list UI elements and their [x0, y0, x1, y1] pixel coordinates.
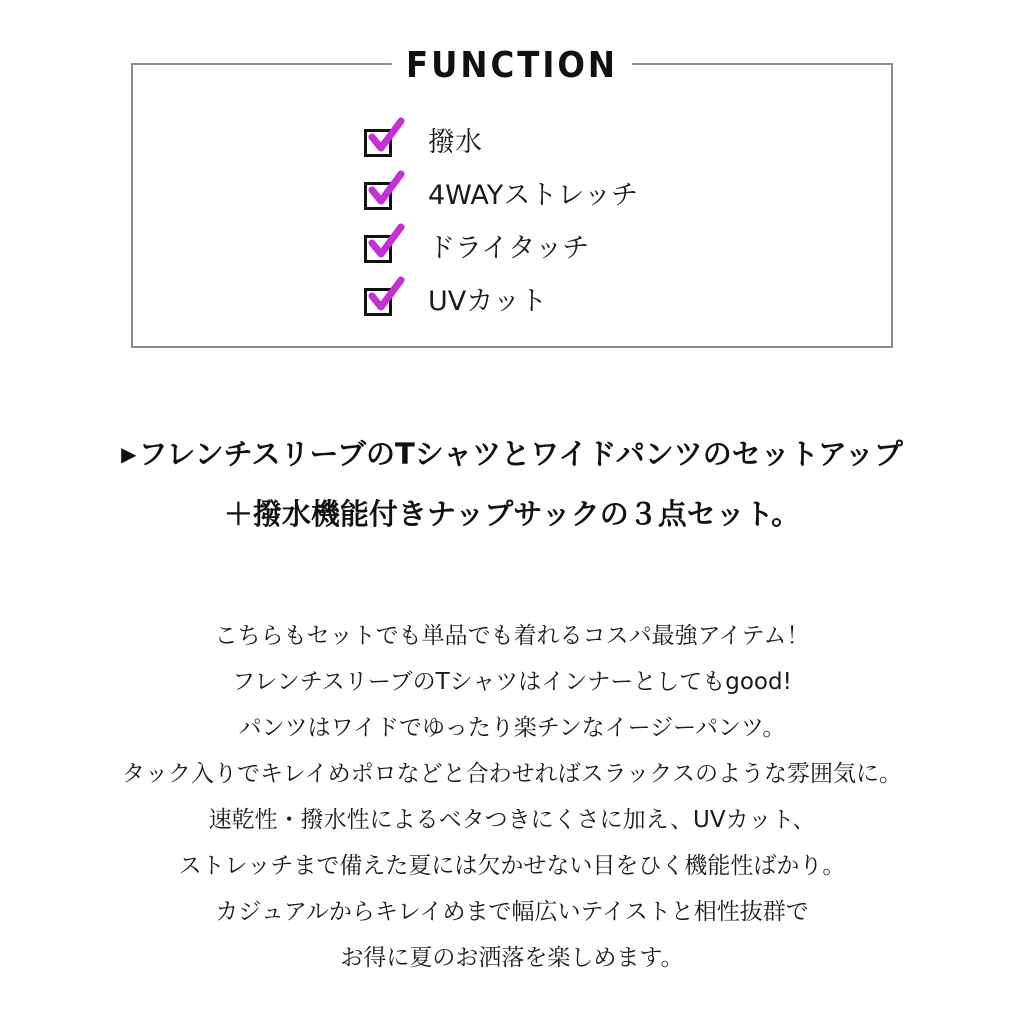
- checkbox-checked-icon: [364, 285, 398, 319]
- headline-line-2: ＋撥水機能付きナップサックの３点セット。: [223, 497, 801, 531]
- function-title: FUNCTION: [392, 48, 632, 84]
- function-check-list: [364, 116, 638, 328]
- function-item-uv-cut: [364, 275, 638, 328]
- checkbox-checked-icon: [364, 232, 398, 266]
- function-item-label: ドライタッチ: [428, 232, 590, 264]
- description-line: こちらもセットでも単品でも着れるコスパ最強アイテム！: [214, 623, 810, 649]
- description-line: タック入りでキレイめポロなどと合わせればスラックスのような雰囲気に。: [122, 761, 902, 787]
- description-line: フレンチスリーブのTシャツはインナーとしてもgood!: [232, 669, 792, 695]
- function-item-label: 撥水: [428, 126, 482, 158]
- triangle-marker-icon: ▶: [121, 442, 137, 466]
- checkbox-checked-icon: [364, 179, 398, 213]
- headline-text-1: フレンチスリーブのTシャツとワイドパンツのセットアップ: [138, 437, 903, 471]
- description-line: カジュアルからキレイめまで幅広いテイストと相性抜群で: [215, 899, 809, 925]
- checkbox-checked-icon: [364, 126, 398, 160]
- function-item-4way-stretch: [364, 169, 638, 222]
- description-line: ストレッチまで備えた夏には欠かせない目をひく機能性ばかり。: [178, 853, 846, 879]
- description-line: お得に夏のお洒落を楽しめます。: [340, 945, 684, 971]
- headline-line-1: [0, 437, 1024, 471]
- function-item-dry-touch: [364, 222, 638, 275]
- description-line: 速乾性・撥水性によるベタつきにくさに加え、UVカット、: [208, 807, 816, 833]
- function-item-label: UVカット: [428, 285, 547, 317]
- function-item-water-repellent: [364, 116, 638, 169]
- function-item-label: 4WAYストレッチ: [428, 179, 638, 211]
- description-line: パンツはワイドでゆったり楽チンなイージーパンツ。: [238, 715, 786, 741]
- description-block: [0, 613, 1024, 981]
